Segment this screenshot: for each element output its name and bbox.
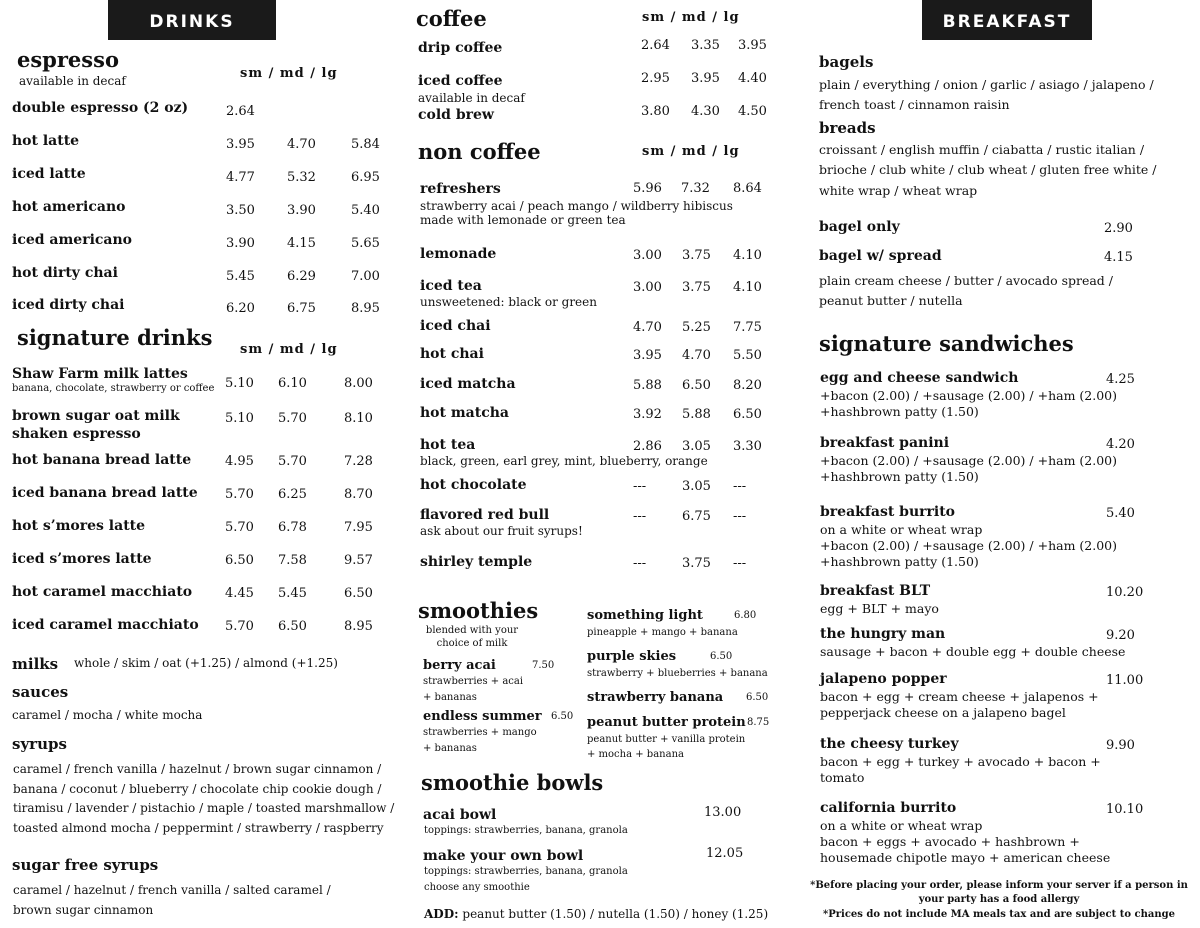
smoothie-bowls-title: smoothie bowls [421, 770, 604, 795]
sandwich-price: 4.25 [1106, 372, 1135, 387]
price-sm: --- [633, 479, 647, 494]
price-sm: 2.86 [633, 439, 662, 454]
price-lg: 7.00 [351, 269, 380, 284]
breads-line: croissant / english muffin / ciabatta / rustic italian / [819, 142, 1145, 157]
price-md: 3.05 [682, 439, 711, 454]
non-coffee-item-name: flavored red bull [420, 507, 550, 523]
bagel-only-price: 2.90 [1104, 221, 1133, 236]
price-sm: 5.10 [225, 411, 254, 426]
smoothie-ingredients: strawberries + acai [423, 676, 524, 687]
price-sm: 5.70 [225, 520, 254, 535]
non-coffee-item-name: iced chai [420, 318, 491, 334]
price-sm: 3.50 [226, 203, 255, 218]
drinks-column [0, 0, 400, 928]
price-lg: 6.50 [344, 586, 373, 601]
price-sm: 5.70 [225, 619, 254, 634]
bowl-note: choose any smoothie [424, 882, 530, 893]
signature-item-note: banana, chocolate, strawberry or coffee [12, 383, 215, 394]
price-lg: 7.75 [733, 320, 762, 335]
sauces-title: sauces [12, 683, 69, 701]
bagels-line: plain / everything / onion / garlic / asiago / jalapeno / [819, 77, 1154, 92]
price-sm: 3.95 [633, 348, 662, 363]
non-coffee-item-name: shirley temple [420, 554, 533, 570]
price-md: 5.45 [278, 586, 307, 601]
price-lg: 4.50 [738, 104, 767, 119]
coffee-title: coffee [416, 6, 487, 31]
smoothies-title: smoothies [418, 598, 539, 623]
sandwich-name: the hungry man [820, 626, 946, 642]
price-md: 6.50 [278, 619, 307, 634]
drinks-banner: DRINKS [108, 0, 276, 40]
non-coffee-item-name: hot tea [420, 437, 476, 453]
breads-title: breads [819, 119, 876, 137]
coffee-item-name: drip coffee [418, 40, 503, 56]
sandwich-description: bacon + egg + cream cheese + jalapenos + [820, 689, 1099, 704]
bagel-only-name: bagel only [819, 219, 900, 235]
price-sm: 5.70 [225, 487, 254, 502]
price-sm: 6.20 [226, 301, 255, 316]
refreshers-note: strawberry acai / peach mango / wildberry hibiscus [420, 199, 733, 213]
milks-list: whole / skim / oat (+1.25) / almond (+1.25) [74, 656, 338, 670]
refreshers-price-md: 7.32 [681, 181, 710, 196]
smoothie-price: 6.50 [746, 692, 769, 703]
bagel-spread-price: 4.15 [1104, 250, 1133, 265]
allergy-footnote: *Before placing your order, please inform your server if a person in [810, 880, 1188, 891]
espresso-item-name: iced dirty chai [12, 297, 125, 313]
price-lg: 8.95 [351, 301, 380, 316]
smoothie-name: endless summer [423, 709, 542, 724]
price-sm: 3.00 [633, 280, 662, 295]
espresso-item-name: hot dirty chai [12, 265, 118, 281]
price-lg: 4.10 [733, 280, 762, 295]
signature-sandwiches-title: signature sandwiches [819, 331, 1074, 356]
sandwich-description: +hashbrown patty (1.50) [820, 469, 979, 484]
refreshers-name: refreshers [420, 181, 501, 197]
smoothie-ingredients: + mocha + banana [587, 749, 684, 760]
sandwich-description: bacon + egg + turkey + avocado + bacon + [820, 754, 1101, 769]
espresso-subtitle: available in decaf [19, 74, 126, 88]
bagel-spread-name: bagel w/ spread [819, 248, 942, 264]
sandwich-description: sausage + bacon + double egg + double cheese [820, 644, 1126, 659]
price-sm: 6.50 [225, 553, 254, 568]
add-ons [424, 907, 768, 921]
price-lg: 4.40 [738, 71, 767, 86]
signature-size-header: sm / md / lg [240, 342, 338, 357]
smoothie-name: strawberry banana [587, 690, 724, 705]
smoothie-price: 6.80 [734, 610, 757, 621]
bagels-title: bagels [819, 53, 874, 71]
espresso-item-name: iced latte [12, 166, 86, 182]
price-md: 3.75 [682, 556, 711, 571]
coffee-item-note: available in decaf [418, 91, 525, 105]
price-lg: 5.84 [351, 137, 380, 152]
smoothie-name: peanut butter protein [587, 715, 746, 730]
sandwich-name: jalapeno popper [820, 671, 947, 687]
smoothie-ingredients: strawberry + blueberries + banana [587, 668, 768, 679]
price-sm: 5.88 [633, 378, 662, 393]
smoothie-ingredients: peanut butter + vanilla protein [587, 734, 746, 745]
smoothie-name: purple skies [587, 649, 677, 664]
bowl-price: 13.00 [704, 805, 742, 820]
breakfast-banner: BREAKFAST [922, 0, 1092, 40]
signature-item-name: hot caramel macchiato [12, 584, 193, 600]
price-md: 4.70 [682, 348, 711, 363]
signature-item-name: iced s’mores latte [12, 551, 152, 567]
signature-drinks-title: signature drinks [17, 325, 213, 350]
price-sm: --- [633, 509, 647, 524]
bagels-line: french toast / cinnamon raisin [819, 97, 1010, 112]
smoothie-name: berry acai [423, 658, 496, 673]
sugar-free-line: brown sugar cinnamon [13, 903, 154, 917]
non-coffee-size-header: sm / md / lg [642, 144, 740, 159]
price-sm: 5.45 [226, 269, 255, 284]
spread-line: plain cream cheese / butter / avocado spread / [819, 273, 1113, 288]
price-lg: 8.10 [344, 411, 373, 426]
signature-item-name: brown sugar oat milk [12, 408, 180, 424]
price-md: 6.29 [287, 269, 316, 284]
price-md: 6.78 [278, 520, 307, 535]
coffee-item-name: cold brew [418, 107, 494, 123]
sandwich-price: 9.20 [1106, 628, 1135, 643]
sandwich-price: 4.20 [1106, 437, 1135, 452]
price-md: 5.32 [287, 170, 316, 185]
non-coffee-item-note: black, green, earl grey, mint, blueberry, orange [420, 454, 708, 468]
breads-line: white wrap / wheat wrap [819, 183, 978, 198]
price-sm: 3.00 [633, 248, 662, 263]
sandwich-price: 11.00 [1106, 673, 1144, 688]
price-md: 7.58 [278, 553, 307, 568]
signature-item-name: Shaw Farm milk lattes [12, 366, 188, 382]
price-lg: 6.50 [733, 407, 762, 422]
smoothie-price: 8.75 [747, 717, 770, 728]
price-md: 6.75 [682, 509, 711, 524]
spread-line: peanut butter / nutella [819, 293, 963, 308]
non-coffee-item-note: ask about our fruit syrups! [420, 524, 583, 538]
price-md: 6.10 [278, 376, 307, 391]
price-lg: 8.70 [344, 487, 373, 502]
coffee-size-header: sm / md / lg [642, 10, 740, 25]
price-lg: 8.00 [344, 376, 373, 391]
price-sm: --- [633, 556, 647, 571]
price-sm: 2.64 [226, 104, 255, 119]
price-md: 3.35 [691, 38, 720, 53]
price-lg: 7.28 [344, 454, 373, 469]
price-sm: 4.77 [226, 170, 255, 185]
breads-line: brioche / club white / club wheat / gluten free white / [819, 162, 1157, 177]
price-sm: 3.80 [641, 104, 670, 119]
smoothie-price: 6.50 [710, 651, 733, 662]
smoothie-price: 6.50 [551, 711, 574, 722]
sandwich-name: egg and cheese sandwich [820, 370, 1019, 386]
sandwich-price: 9.90 [1106, 738, 1135, 753]
sandwich-description: housemade chipotle mayo + american cheese [820, 850, 1111, 865]
sandwich-price: 10.20 [1106, 585, 1144, 600]
smoothie-ingredients: pineapple + mango + banana [587, 627, 738, 638]
sandwich-description: bacon + eggs + avocado + hashbrown + [820, 834, 1080, 849]
price-md: 5.70 [278, 454, 307, 469]
price-sm: 5.10 [225, 376, 254, 391]
price-md: 5.88 [682, 407, 711, 422]
signature-item-name: iced banana bread latte [12, 485, 198, 501]
espresso-item-name: iced americano [12, 232, 133, 248]
syrups-line: toasted almond mocha / peppermint / strawberry / raspberry [13, 821, 384, 835]
price-sm: 3.90 [226, 236, 255, 251]
price-lg: 7.95 [344, 520, 373, 535]
price-md: 5.25 [682, 320, 711, 335]
price-lg: 5.50 [733, 348, 762, 363]
sandwich-description: +bacon (2.00) / +sausage (2.00) / +ham (2.00) [820, 453, 1117, 468]
non-coffee-item-name: hot matcha [420, 405, 509, 421]
price-md: 3.75 [682, 280, 711, 295]
signature-item-name: shaken espresso [12, 426, 141, 442]
syrups-line: tiramisu / lavender / pistachio / maple / toasted marshmallow / [13, 801, 395, 815]
price-lg: 3.30 [733, 439, 762, 454]
non-coffee-item-note: unsweetened: black or green [420, 295, 597, 309]
milks-title: milks [12, 655, 59, 673]
price-md: 5.70 [278, 411, 307, 426]
signature-item-name: hot banana bread latte [12, 452, 192, 468]
signature-item-name: iced caramel macchiato [12, 617, 199, 633]
price-lg: 9.57 [344, 553, 373, 568]
price-md: 6.25 [278, 487, 307, 502]
price-md: 4.70 [287, 137, 316, 152]
smoothies-subtitle: blended with your [425, 625, 519, 636]
sandwich-description: tomato [820, 770, 865, 785]
add-label: ADD: [424, 907, 459, 921]
price-md: 3.90 [287, 203, 316, 218]
price-lg: --- [733, 556, 747, 571]
price-lg: 5.65 [351, 236, 380, 251]
smoothie-ingredients: + bananas [423, 692, 477, 703]
espresso-item-name: hot latte [12, 133, 80, 149]
refreshers-price-sm: 5.96 [633, 181, 662, 196]
sandwich-price: 5.40 [1106, 506, 1135, 521]
price-md: 3.05 [682, 479, 711, 494]
price-md: 4.30 [691, 104, 720, 119]
sandwich-price: 10.10 [1106, 802, 1144, 817]
price-lg: --- [733, 509, 747, 524]
sugar-free-line: caramel / hazelnut / french vanilla / salted caramel / [13, 883, 331, 897]
non-coffee-item-name: iced tea [420, 278, 482, 294]
sandwich-description: pepperjack cheese on a jalapeno bagel [820, 705, 1066, 720]
bowl-toppings: toppings: strawberries, banana, granola [424, 866, 628, 877]
sandwich-name: breakfast burrito [820, 504, 956, 520]
add-text: peanut butter (1.50) / nutella (1.50) / honey (1.25) [462, 907, 769, 921]
non-coffee-item-name: iced matcha [420, 376, 516, 392]
non-coffee-item-name: lemonade [420, 246, 497, 262]
espresso-size-header: sm / md / lg [240, 66, 338, 81]
smoothie-name: something light [587, 608, 703, 623]
price-lg: 3.95 [738, 38, 767, 53]
price-sm: 3.92 [633, 407, 662, 422]
price-sm: 2.64 [641, 38, 670, 53]
price-md: 4.15 [287, 236, 316, 251]
syrups-title: syrups [12, 735, 67, 753]
price-md: 3.75 [682, 248, 711, 263]
price-sm: 4.95 [225, 454, 254, 469]
price-md: 6.75 [287, 301, 316, 316]
refreshers-price-lg: 8.64 [733, 181, 762, 196]
sandwich-description: on a white or wheat wrap [820, 522, 983, 537]
sandwich-description: +bacon (2.00) / +sausage (2.00) / +ham (2.00) [820, 538, 1117, 553]
sandwich-description: +bacon (2.00) / +sausage (2.00) / +ham (2.00) [820, 388, 1117, 403]
price-lg: 5.40 [351, 203, 380, 218]
smoothies-subtitle: choice of milk [436, 638, 508, 649]
price-lg: 8.20 [733, 378, 762, 393]
refreshers-note: made with lemonade or green tea [420, 213, 626, 227]
espresso-title: espresso [17, 47, 119, 72]
signature-item-name: hot s’mores latte [12, 518, 146, 534]
price-lg: 4.10 [733, 248, 762, 263]
price-lg: --- [733, 479, 747, 494]
bowl-name: acai bowl [423, 807, 497, 823]
sandwich-name: the cheesy turkey [820, 736, 959, 752]
smoothie-ingredients: strawberries + mango [423, 727, 537, 738]
price-lg: 6.95 [351, 170, 380, 185]
espresso-item-name: double espresso (2 oz) [12, 100, 189, 116]
bowl-price: 12.05 [706, 846, 744, 861]
non-coffee-item-name: hot chocolate [420, 477, 527, 493]
price-md: 3.95 [691, 71, 720, 86]
espresso-item-name: hot americano [12, 199, 126, 215]
price-sm: 3.95 [226, 137, 255, 152]
price-lg: 8.95 [344, 619, 373, 634]
sauces-list: caramel / mocha / white mocha [12, 708, 203, 722]
sandwich-description: on a white or wheat wrap [820, 818, 983, 833]
breakfast-column [810, 0, 1200, 928]
syrups-line: banana / coconut / blueberry / chocolate chip cookie dough / [13, 782, 382, 796]
price-sm: 4.70 [633, 320, 662, 335]
bowl-name: make your own bowl [423, 848, 584, 864]
coffee-column [405, 0, 800, 928]
coffee-item-name: iced coffee [418, 73, 503, 89]
sandwich-description: +hashbrown patty (1.50) [820, 554, 979, 569]
syrups-line: caramel / french vanilla / hazelnut / brown sugar cinnamon / [13, 762, 382, 776]
sandwich-name: breakfast BLT [820, 583, 931, 599]
smoothie-ingredients: + bananas [423, 743, 477, 754]
price-md: 6.50 [682, 378, 711, 393]
price-sm: 2.95 [641, 71, 670, 86]
non-coffee-item-name: hot chai [420, 346, 484, 362]
non-coffee-title: non coffee [418, 139, 541, 164]
tax-footnote: *Prices do not include MA meals tax and are subject to change [823, 909, 1175, 920]
price-sm: 4.45 [225, 586, 254, 601]
sugar-free-syrups-title: sugar free syrups [12, 856, 159, 874]
bowl-toppings: toppings: strawberries, banana, granola [424, 825, 628, 836]
smoothie-price: 7.50 [532, 660, 555, 671]
sandwich-name: breakfast panini [820, 435, 950, 451]
sandwich-description: +hashbrown patty (1.50) [820, 404, 979, 419]
allergy-footnote: your party has a food allergy [918, 894, 1080, 905]
sandwich-description: egg + BLT + mayo [820, 601, 939, 616]
sandwich-name: california burrito [820, 800, 957, 816]
